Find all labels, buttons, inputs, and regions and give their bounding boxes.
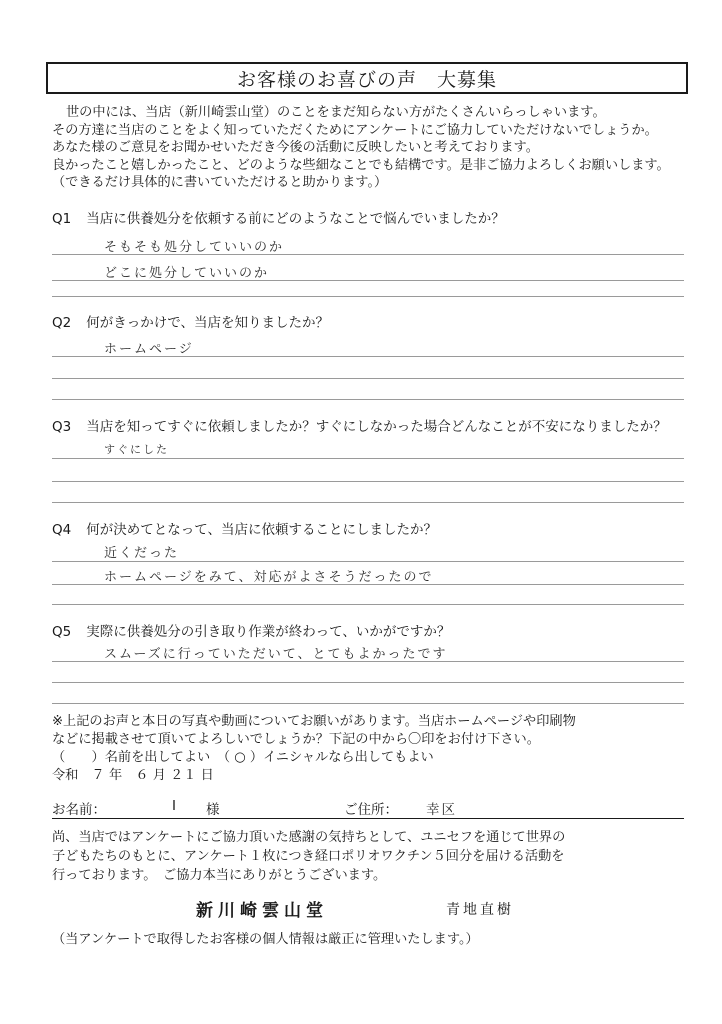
question-2 xyxy=(52,311,329,331)
answer-line xyxy=(52,356,684,357)
answer-line xyxy=(52,682,684,683)
question-number: Q4 xyxy=(52,522,72,538)
title-text: お客様のお喜びの声 大募集 xyxy=(236,68,497,91)
answer-handwriting: 近くだった xyxy=(104,546,180,561)
closing-line: 子どもたちのもとに、アンケート１枚につき経口ポリオワクチン５回分を届ける活動を xyxy=(52,849,565,864)
answer-line xyxy=(52,604,684,605)
owner-name: 青地直樹 xyxy=(446,902,514,918)
answer-line xyxy=(52,399,684,400)
date-line: 令和 ７ 年 ６ 月 ２１ 日 xyxy=(52,768,214,783)
intro-paragraph xyxy=(52,104,692,192)
answer-handwriting: どこに処分していいのか xyxy=(104,266,270,281)
question-number: Q1 xyxy=(52,211,72,227)
intro-line: その方達に当店のことをよく知っていただくためにアンケートにご協力していただけないでしょうか。 xyxy=(52,122,658,138)
address-value: 幸区 xyxy=(426,802,457,818)
closing-line: 行っております。 ご協力本当にありがとうございます。 xyxy=(52,868,387,883)
answer-line xyxy=(52,661,684,662)
question-text: 何がきっかけで、当店を知りましたか？ xyxy=(86,315,330,331)
shop-name: 新川崎雲山堂 xyxy=(196,901,328,921)
name-suffix: 様 xyxy=(206,802,220,818)
intro-line: 良かったこと嬉しかったこと、どのような些細なことでも結構です。是非ご協力よろしくお願いします。 xyxy=(52,157,670,173)
intro-line: （できるだけ具体的に書いていただけると助かります。） xyxy=(52,175,388,190)
answer-line xyxy=(52,296,684,297)
answer-handwriting: そもそも処分していいのか xyxy=(104,240,285,255)
answer-handwriting: ホームページをみて、対応がよさそうだったので xyxy=(104,570,434,585)
question-number: Q2 xyxy=(52,315,72,331)
answer-handwriting: スムーズに行っていただいて、とてもよかったです xyxy=(104,647,448,662)
question-4 xyxy=(52,518,437,538)
answer-line xyxy=(52,703,684,704)
answer-line xyxy=(52,254,684,255)
intro-line: あなた様のご意見をお聞かせいただき今後の活動に反映したいと考えております。 xyxy=(52,140,539,155)
intro-line: 世の中には、当店（新川崎雲山堂）のことをまだ知らない方がたくさんいらっしゃいます。 xyxy=(66,105,606,120)
question-text: 何が決めてとなって、当店に依頼することにしましたか？ xyxy=(86,522,438,538)
notice-line: ※上記のお声と本日の写真や動画についてお願いがあります。当店ホームページや印刷物 xyxy=(52,714,576,729)
answer-line xyxy=(52,584,684,585)
privacy-note: （当アンケートで取得したお客様の個人情報は厳正に管理いたします。） xyxy=(52,932,479,947)
answer-line xyxy=(52,502,684,503)
address-label: ご住所： xyxy=(344,802,398,818)
question-number: Q5 xyxy=(52,624,72,640)
answer-line xyxy=(52,561,684,562)
question-3 xyxy=(52,415,667,435)
question-text: 当店を知ってすぐに依頼しましたか？すぐにしなかった場合どんなことが不安になりましたか？ xyxy=(86,419,667,435)
name-label: お名前： xyxy=(52,802,106,818)
consent-options: （ ）名前を出してよい （ ○ ）イニシャルなら出してもよい xyxy=(52,750,434,765)
answer-line xyxy=(52,378,684,379)
answer-handwriting: すぐにした xyxy=(104,443,169,456)
question-text: 当店に供養処分を依頼する前にどのようなことで悩んでいましたか？ xyxy=(86,211,505,227)
name-underline xyxy=(52,818,684,819)
answer-line xyxy=(52,458,684,459)
question-text: 実際に供養処分の引き取り作業が終わって、いかがですか？ xyxy=(86,624,451,640)
consent-notice xyxy=(52,713,576,785)
notice-line: などに掲載させて頂いてよろしいでしょうか？下記の中から〇印をお付け下さい。 xyxy=(52,732,540,747)
page-title xyxy=(46,62,688,94)
question-5 xyxy=(52,620,450,640)
question-1 xyxy=(52,207,505,227)
answer-line xyxy=(52,481,684,482)
answer-line xyxy=(52,280,684,281)
question-number: Q3 xyxy=(52,419,72,435)
answer-handwriting: ホームページ xyxy=(104,342,194,357)
closing-message xyxy=(52,828,565,885)
closing-line: 尚、当店ではアンケートにご協力頂いた感謝の気持ちとして、ユニセフを通じて世界の xyxy=(52,830,566,845)
name-value: I xyxy=(172,798,176,814)
